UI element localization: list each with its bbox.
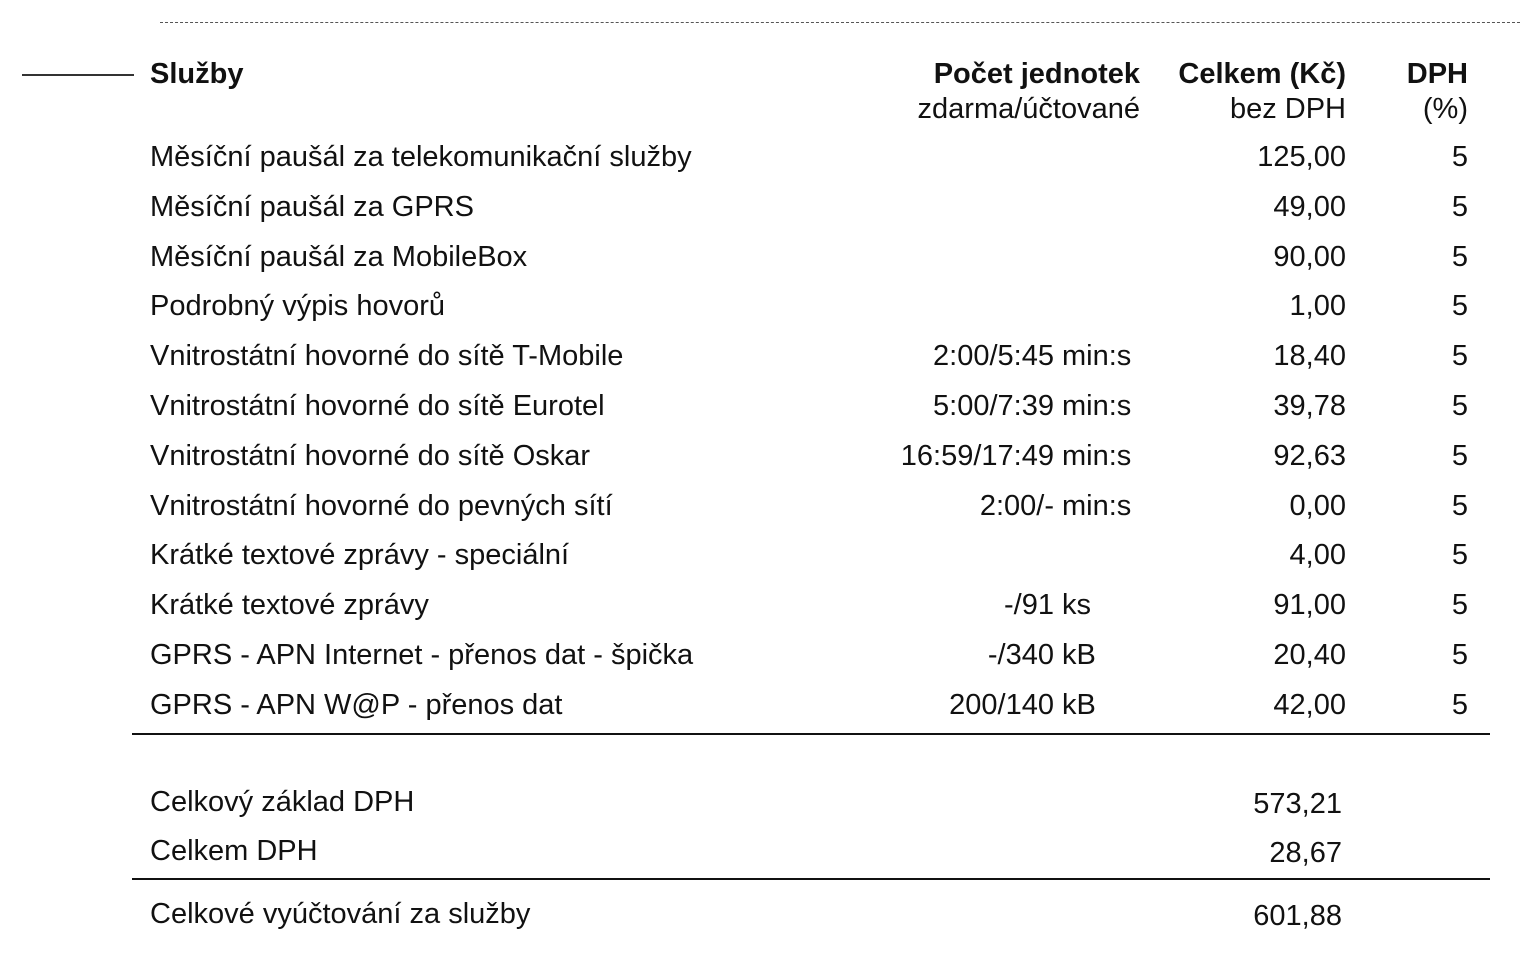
row-units: -/340 (987, 639, 1054, 671)
row-units: 16:59/17:49 (900, 440, 1054, 472)
scan-artifact-top (160, 22, 1520, 23)
row-units: 2:00/- (979, 490, 1054, 522)
row-total: 0,00 (1289, 490, 1346, 522)
row-total: 20,40 (1273, 639, 1346, 671)
row-total: 49,00 (1273, 191, 1346, 223)
table-bottom-rule (132, 733, 1490, 735)
row-total: 1,00 (1289, 290, 1346, 322)
row-units: 200/140 (949, 689, 1054, 721)
row-service: Měsíční paušál za GPRS (150, 191, 474, 223)
column-header-service: Služby (150, 58, 244, 90)
row-units: 5:00/7:39 (933, 390, 1054, 422)
row-total: 125,00 (1257, 141, 1346, 173)
row-total: 39,78 (1273, 390, 1346, 422)
summary-grand-total-label: Celkové vyúčtování za služby (150, 898, 531, 930)
summary-rule (132, 878, 1490, 880)
summary-vat-base-value: 573,21 (1253, 788, 1342, 820)
row-service: GPRS - APN W@P - přenos dat (150, 689, 563, 721)
row-unit: min:s (1062, 440, 1132, 472)
row-total: 91,00 (1273, 589, 1346, 621)
summary-grand-total-value: 601,88 (1253, 900, 1342, 932)
summary-vat-base-label: Celkový základ DPH (150, 786, 415, 818)
row-service: Měsíční paušál za telekomunikační služby (150, 141, 692, 173)
row-vat: 5 (1451, 340, 1468, 372)
row-service: Vnitrostátní hovorné do sítě T-Mobile (150, 340, 624, 372)
column-header-units-sub: zdarma/účtované (917, 93, 1140, 125)
column-header-vat-sub: (%) (1422, 93, 1468, 125)
row-vat: 5 (1451, 639, 1468, 671)
column-header-units: Počet jednotek (933, 58, 1140, 90)
row-service: Podrobný výpis hovorů (150, 290, 445, 322)
row-service: GPRS - APN Internet - přenos dat - špička (150, 639, 694, 671)
row-vat: 5 (1451, 390, 1468, 422)
row-vat: 5 (1451, 290, 1468, 322)
row-service: Vnitrostátní hovorné do sítě Eurotel (150, 390, 605, 422)
row-unit: min:s (1062, 490, 1132, 522)
row-service: Měsíční paušál za MobileBox (150, 241, 528, 273)
row-total: 18,40 (1273, 340, 1346, 372)
row-vat: 5 (1451, 440, 1468, 472)
row-unit: ks (1062, 589, 1091, 621)
row-service: Vnitrostátní hovorné do pevných sítí (150, 490, 613, 522)
row-service: Krátké textové zprávy - speciální (150, 539, 570, 571)
scan-artifact-left (22, 74, 134, 76)
column-header-total: Celkem (Kč) (1178, 58, 1346, 90)
column-header-total-sub: bez DPH (1229, 93, 1346, 125)
row-total: 4,00 (1289, 539, 1346, 571)
row-unit: min:s (1062, 340, 1132, 372)
row-vat: 5 (1451, 539, 1468, 571)
row-service: Krátké textové zprávy (150, 589, 429, 621)
summary-vat-total-value: 28,67 (1269, 837, 1342, 869)
row-total: 90,00 (1273, 241, 1346, 273)
summary-vat-total-label: Celkem DPH (150, 835, 318, 867)
row-vat: 5 (1451, 141, 1468, 173)
row-total: 92,63 (1273, 440, 1346, 472)
row-units: -/91 (1004, 589, 1054, 621)
row-total: 42,00 (1273, 689, 1346, 721)
row-vat: 5 (1451, 589, 1468, 621)
row-unit: kB (1062, 689, 1096, 721)
row-unit: min:s (1062, 390, 1132, 422)
row-units: 2:00/5:45 (933, 340, 1054, 372)
row-vat: 5 (1451, 241, 1468, 273)
row-unit: kB (1062, 639, 1096, 671)
row-service: Vnitrostátní hovorné do sítě Oskar (150, 440, 591, 472)
row-vat: 5 (1451, 689, 1468, 721)
row-vat: 5 (1451, 191, 1468, 223)
row-vat: 5 (1451, 490, 1468, 522)
column-header-vat: DPH (1406, 58, 1468, 90)
